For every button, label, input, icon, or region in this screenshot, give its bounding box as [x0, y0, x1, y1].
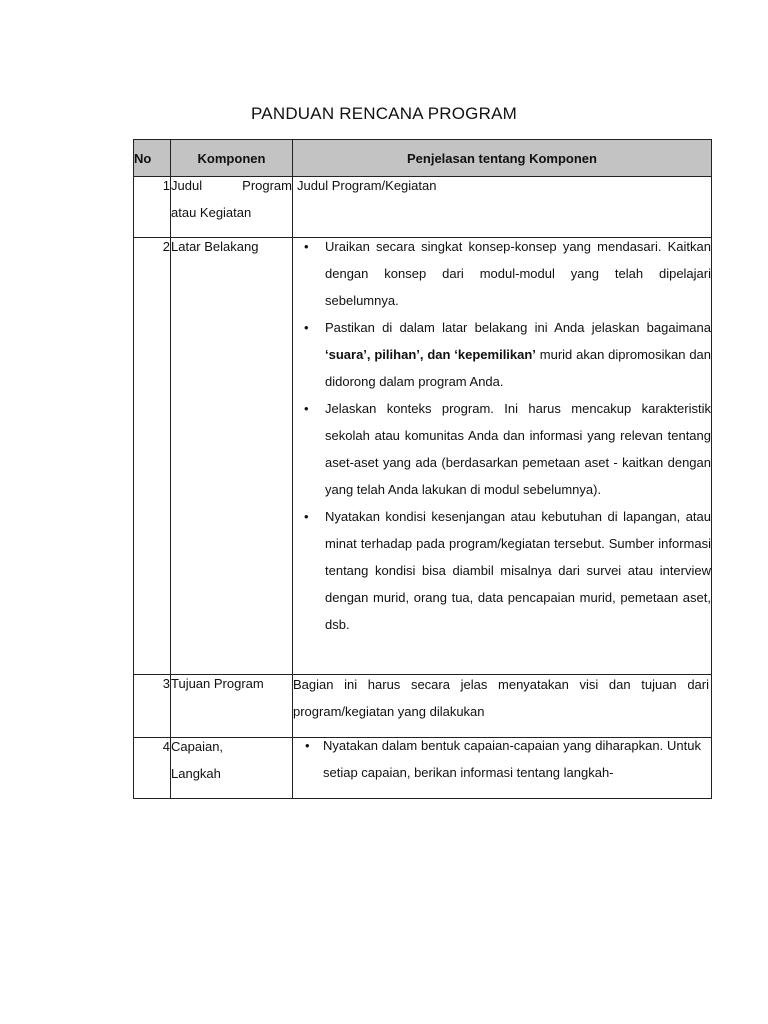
- bullet-icon: •: [304, 239, 309, 254]
- description-text: Bagian ini harus secara jelas menyatakan visi dan tujuan dari program/kegiatan yang dilakukan: [293, 677, 709, 719]
- table-row: [134, 177, 712, 238]
- row-component: [171, 238, 293, 675]
- row-number: 3: [134, 675, 171, 738]
- bullet-icon: •: [304, 401, 309, 416]
- component-line: Capaian,: [171, 739, 224, 754]
- bullet-icon: •: [304, 509, 309, 524]
- row-component: [171, 738, 293, 799]
- list-item: • Nyatakan dalam bentuk capaian-capaian yang diharapkan. Untuk setiap capaian, berikan informasi tentang langkah-: [293, 732, 701, 786]
- header-komponen: Komponen: [171, 140, 293, 177]
- program-guide-table: [133, 139, 712, 799]
- row-description: [293, 738, 712, 799]
- list-item: • Nyatakan kondisi kesenjangan atau kebutuhan di lapangan, atau minat terhadap pada program/kegiatan tersebut. Sumber informasi tentang kondisi bisa diambil misalnya dari survei atau interview dengan murid, orang tua, data pencapaian murid, pemetaan aset, dsb.: [293, 503, 711, 638]
- table-row: [134, 238, 712, 675]
- row-description: [293, 675, 712, 738]
- table-row: [134, 675, 712, 738]
- list-item: • Pastikan di dalam latar belakang ini Anda jelaskan bagaimana ‘suara’, pilihan’, dan ‘kepemilikan’ murid akan dipromosikan dan didorong dalam program Anda.: [293, 314, 711, 395]
- component-label: Tujuan Program: [171, 676, 264, 691]
- component-line: Langkah: [171, 766, 221, 781]
- row-component: [171, 177, 293, 238]
- row-description: [293, 238, 712, 675]
- component-line: Judul Program: [171, 178, 292, 193]
- list-item: • Uraikan secara singkat konsep-konsep yang mendasari. Kaitkan dengan konsep dari modul-modul yang telah dipelajari sebelumnya.: [293, 233, 711, 314]
- component-line: atau Kegiatan: [171, 205, 252, 220]
- row-number: 4: [134, 738, 171, 799]
- row-component: [171, 675, 293, 738]
- bullet-icon: •: [304, 320, 309, 335]
- row-number: 2: [134, 238, 171, 675]
- emphasis-text: ‘suara’, pilihan’, dan ‘kepemilikan’: [325, 347, 536, 362]
- description-text: Judul Program/Kegiatan: [297, 178, 437, 193]
- bullet-list: [293, 732, 701, 786]
- table-header-row: [134, 140, 712, 177]
- bullet-list: [293, 233, 711, 638]
- list-item: • Jelaskan konteks program. Ini harus mencakup karakteristik sekolah atau komunitas Anda dan informasi yang relevan tentang aset-aset yang ada (berdasarkan pemetaan aset - kaitkan dengan yang telah Anda lakukan di modul sebelumnya).: [293, 395, 711, 503]
- header-penjelasan: Penjelasan tentang Komponen: [293, 140, 712, 177]
- component-label: Latar Belakang: [171, 239, 259, 254]
- row-number: 1: [134, 177, 171, 238]
- row-description: [293, 177, 712, 238]
- table-row: [134, 738, 712, 799]
- bullet-icon: •: [305, 738, 310, 753]
- page-title: PANDUAN RENCANA PROGRAM: [251, 104, 517, 123]
- header-no: No: [134, 140, 171, 177]
